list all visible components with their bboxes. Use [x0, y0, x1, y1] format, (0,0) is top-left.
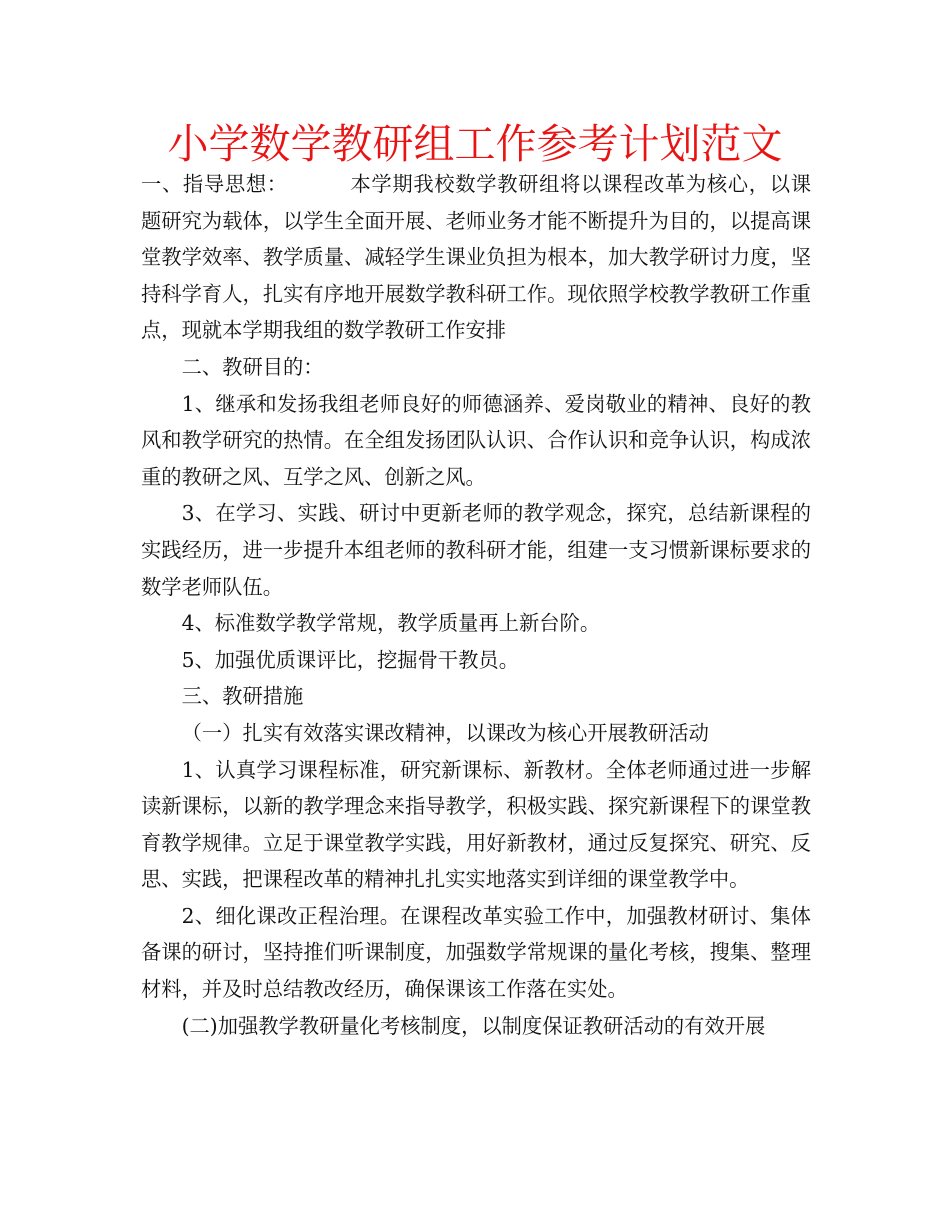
- paragraph-measure-1-heading: （一）扎实有效落实课改精神，以课改为核心开展教研活动: [181, 720, 709, 745]
- paragraph-measure-1-item-1: 1、认真学习课程标准，研究新课标、新教材。全体老师通过进一步解读新课标，以新的教学理念来指导教学，积极实践、探究新课程下的课堂教育教学规律。立足于课堂教学实践，用好新教材，通过反复探究、研究、反思、实践，把课程改革的精神扎扎实实地落实到详细的课堂教学中。: [141, 757, 811, 892]
- document-title: 小学数学教研组工作参考计划范文: [167, 120, 783, 168]
- section1-text: 本学期我校数学教研组将以课程改革为核心，以课题研究为载体，以学生全面开展、老师业务才能不断提升为目的，以提高课堂教学效率、教学质量、减轻学生课业负担为根本，加大教学研讨力度，坚持科学育人，扎实有序地开展数学教科研工作。现依照学校教学教研工作重点，现就本学期我组的数学教研工作安排: [141, 172, 811, 343]
- document-body: [141, 166, 811, 1044]
- paragraph-guiding-ideology: [141, 166, 811, 349]
- paragraph-section3-heading: 三、教研措施: [181, 684, 304, 709]
- paragraph-measure-1-item-2: 2、细化课改正程治理。在课程改革实验工作中，加强教材研讨、集体备课的研讨，坚持推们听课制度，加强数学常规课的量化考核，搜集、整理材料，并及时总结教改经历，确保课该工作落在实处。: [141, 903, 811, 1002]
- paragraph-section2-heading: 二、教研目的：: [181, 354, 324, 379]
- section1-heading: 一、指导思想：: [141, 172, 288, 196]
- paragraph-measure-2-heading: (二)加强教学教研量化考核制度，以制度保证教研活动的有效开展: [181, 1013, 766, 1038]
- paragraph-objective-1: 1、继承和发扬我组老师良好的师德涵养、爱岗敬业的精神、良好的教风和教学研究的热情。在全组发扬团队认识、合作认识和竞争认识，构成浓重的教研之风、互学之风、创新之风。: [141, 391, 811, 489]
- paragraph-objective-3: 3、在学习、实践、研讨中更新老师的教学观念，探究，总结新课程的实践经历，进一步提升本组老师的教科研才能，组建一支习惯新课标要求的数学老师队伍。: [141, 501, 811, 599]
- paragraph-objective-5: 5、加强优质课评比，挖掘骨干教员。: [181, 647, 519, 672]
- paragraph-objective-4: 4、标准数学教学常规，教学质量再上新台阶。: [181, 611, 601, 636]
